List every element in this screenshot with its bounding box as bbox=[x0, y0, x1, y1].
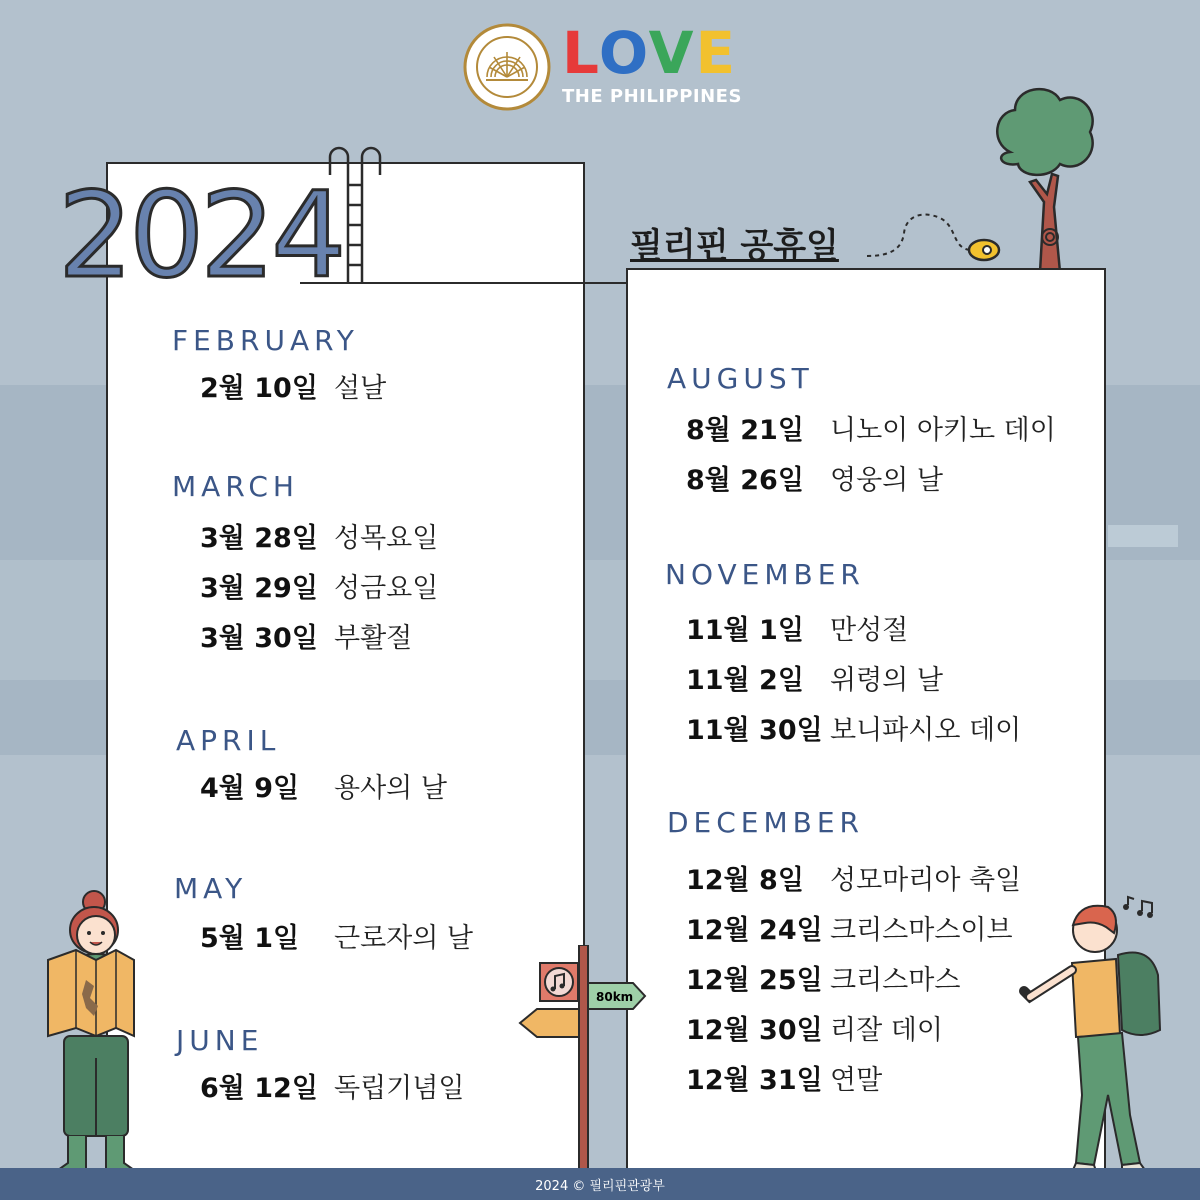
logo-tagline: THE PHILIPPINES bbox=[562, 86, 742, 107]
month-heading-april: APRIL bbox=[176, 724, 281, 757]
love-the-philippines-logo bbox=[462, 19, 752, 112]
month-heading-june: JUNE bbox=[176, 1024, 264, 1057]
holiday-row bbox=[200, 566, 560, 605]
holiday-date: 3월 29일 bbox=[200, 573, 318, 604]
traveler-boy-illustration bbox=[1010, 895, 1180, 1185]
signpost-distance-label: 80km bbox=[596, 990, 634, 1004]
holiday-date: 12월 30일 bbox=[686, 1015, 823, 1046]
holiday-date: 12월 24일 bbox=[686, 915, 823, 946]
holiday-row bbox=[200, 366, 560, 405]
holiday-date: 4월 9일 bbox=[200, 773, 300, 804]
holiday-row bbox=[200, 1066, 560, 1105]
footer-copyright: 2024 © 필리핀관광부 bbox=[535, 1178, 665, 1194]
holiday-name: 근로자의 날 bbox=[334, 923, 473, 954]
holiday-name: 성금요일 bbox=[334, 573, 439, 604]
holiday-row bbox=[686, 858, 1086, 897]
holiday-date: 5월 1일 bbox=[200, 923, 300, 954]
left-holiday-panel bbox=[106, 162, 585, 1170]
tree-illustration bbox=[990, 82, 1100, 272]
holiday-date: 8월 21일 bbox=[686, 415, 804, 446]
month-heading-march: MARCH bbox=[172, 470, 299, 503]
holiday-row bbox=[200, 916, 560, 955]
signpost-illustration bbox=[515, 945, 655, 1175]
traveler-girl-illustration bbox=[46, 888, 146, 1178]
holiday-name: 보니파시오 데이 bbox=[830, 715, 1022, 746]
holiday-date: 12월 25일 bbox=[686, 965, 823, 996]
month-heading-november: NOVEMBER bbox=[665, 558, 865, 591]
love-letter-v: V bbox=[648, 19, 696, 87]
love-wordmark bbox=[562, 19, 738, 87]
holiday-date: 12월 31일 bbox=[686, 1065, 823, 1096]
holiday-name: 위령의 날 bbox=[830, 665, 943, 696]
footer-bar bbox=[0, 1168, 1200, 1200]
holiday-row bbox=[686, 708, 1086, 747]
holiday-name: 용사의 날 bbox=[334, 773, 447, 804]
holiday-row bbox=[686, 408, 1086, 447]
holiday-name: 부활절 bbox=[334, 623, 413, 654]
holiday-row bbox=[686, 458, 1086, 497]
holiday-row bbox=[200, 516, 560, 555]
holiday-name: 크리스마스이브 bbox=[830, 915, 1013, 946]
dotted-path-decoration bbox=[862, 208, 1002, 268]
holiday-name: 연말 bbox=[830, 1065, 883, 1096]
holiday-date: 11월 2일 bbox=[686, 665, 804, 696]
month-heading-august: AUGUST bbox=[667, 362, 814, 395]
holiday-name: 성모마리아 축일 bbox=[830, 865, 1022, 896]
love-letter-e: E bbox=[695, 19, 738, 87]
dot-seal-icon bbox=[462, 22, 552, 112]
holiday-row bbox=[200, 766, 560, 805]
holiday-row bbox=[686, 608, 1086, 647]
love-letter-o: O bbox=[598, 19, 649, 87]
holiday-name: 리잘 데이 bbox=[830, 1015, 943, 1046]
holiday-name: 성목요일 bbox=[334, 523, 439, 554]
holiday-name: 니노이 아키노 데이 bbox=[830, 415, 1056, 446]
background-dash bbox=[1108, 525, 1178, 547]
holiday-date: 11월 1일 bbox=[686, 615, 804, 646]
holiday-date: 2월 10일 bbox=[200, 373, 318, 404]
page-title: 필리핀 공휴일 bbox=[630, 226, 839, 266]
holiday-date: 3월 28일 bbox=[200, 523, 318, 554]
month-heading-february: FEBRUARY bbox=[172, 324, 359, 357]
holiday-date: 11월 30일 bbox=[686, 715, 823, 746]
holiday-row bbox=[200, 616, 560, 655]
holiday-name: 설날 bbox=[334, 373, 387, 404]
holiday-date: 6월 12일 bbox=[200, 1073, 318, 1104]
holiday-name: 크리스마스 bbox=[830, 965, 961, 996]
holiday-date: 8월 26일 bbox=[686, 465, 804, 496]
holiday-name: 영웅의 날 bbox=[830, 465, 943, 496]
month-heading-may: MAY bbox=[174, 872, 248, 905]
month-heading-december: DECEMBER bbox=[667, 806, 865, 839]
love-letter-l: L bbox=[562, 19, 599, 87]
holiday-row bbox=[686, 658, 1086, 697]
holiday-date: 3월 30일 bbox=[200, 623, 318, 654]
year-heading: 2024 bbox=[58, 166, 343, 304]
holiday-name: 만성절 bbox=[830, 615, 909, 646]
holiday-name: 독립기념일 bbox=[334, 1073, 465, 1104]
holiday-date: 12월 8일 bbox=[686, 865, 804, 896]
